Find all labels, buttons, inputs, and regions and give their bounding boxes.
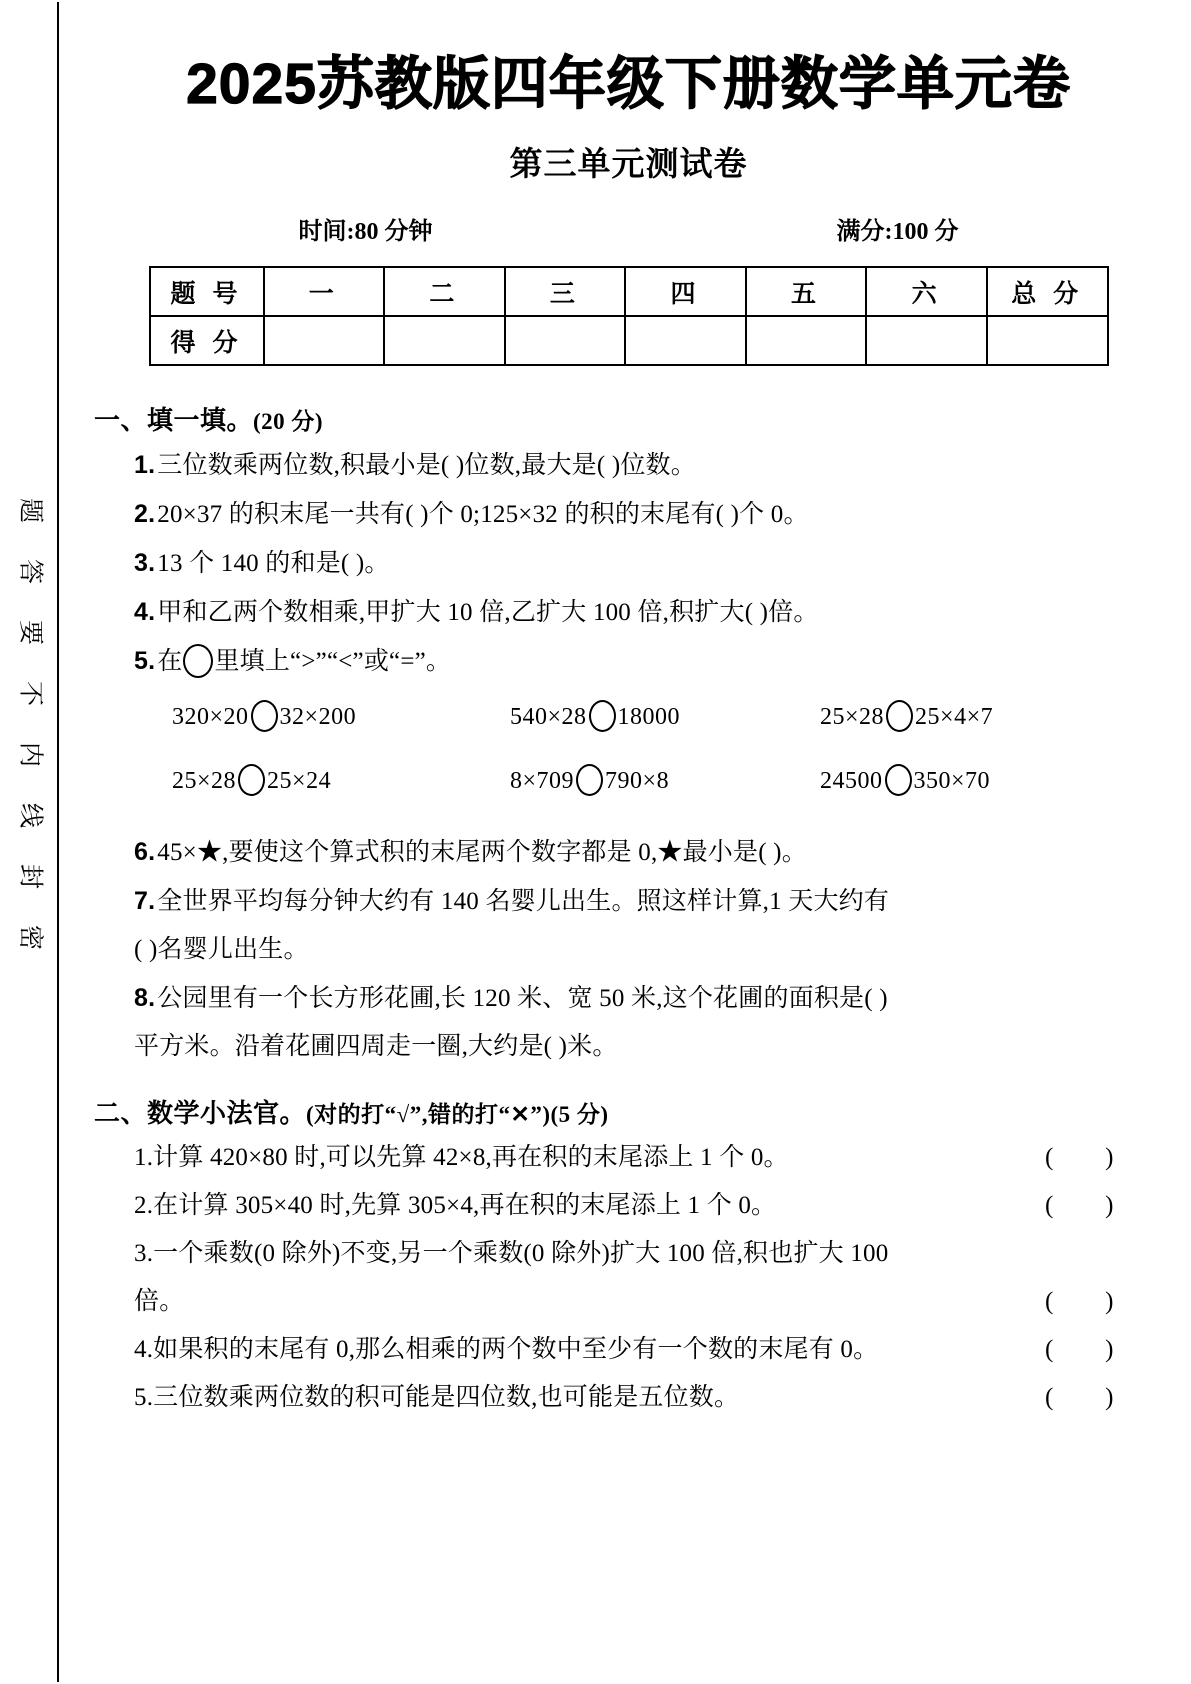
question-number: 5. (134, 1384, 154, 1411)
answer-blank[interactable]: ( ) (1045, 1192, 1114, 1219)
question-1-7 (134, 877, 1163, 974)
comparison-item (510, 764, 820, 796)
question-1-4 (134, 588, 1163, 637)
question-text-line2: ( )名婴儿出生。 (134, 936, 309, 963)
section-1-points: (20 分) (253, 409, 324, 434)
comparison-row-1 (172, 700, 1163, 732)
seal-char: 不 (16, 680, 44, 706)
comparison-left: 8×709 (510, 768, 575, 794)
question-body (134, 1326, 1045, 1374)
score-table (149, 266, 1109, 366)
answer-blank[interactable]: ( ) (1045, 1288, 1114, 1315)
circle-blank-icon[interactable] (589, 700, 616, 732)
score-table-cell: 四 (625, 267, 746, 316)
score-table-cell: 得 分 (150, 316, 264, 365)
answer-blank[interactable]: ( ) (1045, 1144, 1114, 1171)
section-2-points: (对的打“√”,错的打“✕”)(5 分) (306, 1102, 609, 1127)
question-number: 1. (134, 451, 156, 479)
question-number: 2. (134, 1192, 154, 1219)
question-1-3 (134, 539, 1163, 588)
question-number: 5. (134, 647, 156, 675)
comparison-exercises (172, 700, 1163, 796)
circle-blank-icon[interactable] (183, 644, 213, 678)
comparison-item (172, 764, 510, 796)
comparison-left: 24500 (820, 768, 883, 794)
question-text-after: 里填上“>”“<”或“=”。 (214, 648, 452, 675)
score-input-cell[interactable] (866, 316, 987, 365)
time-limit-label: 时间:80 分钟 (298, 219, 433, 245)
question-body (134, 1374, 1045, 1422)
question-number: 8. (134, 984, 156, 1012)
question-2-1 (134, 1134, 1163, 1182)
score-input-cell[interactable] (505, 316, 626, 365)
question-text: 13 个 140 的和是( )。 (157, 550, 390, 577)
question-body (134, 1134, 1045, 1182)
comparison-item (172, 700, 510, 732)
question-1-2 (134, 490, 1163, 539)
question-number: 4. (134, 598, 156, 626)
question-2-4 (134, 1326, 1163, 1374)
seal-char: 答 (16, 558, 44, 584)
comparison-right: 32×200 (279, 704, 357, 730)
circle-blank-icon[interactable] (238, 764, 265, 796)
table-row (150, 316, 1108, 365)
score-input-cell[interactable] (987, 316, 1108, 365)
circle-blank-icon[interactable] (885, 764, 912, 796)
comparison-right: 25×4×7 (915, 704, 994, 730)
comparison-right: 350×70 (913, 768, 991, 794)
answer-blank[interactable]: ( ) (1045, 1384, 1114, 1411)
question-1-5 (134, 637, 1163, 686)
question-text: 计算 420×80 时,可以先算 42×8,再在积的末尾添上 1 个 0。 (153, 1144, 789, 1171)
question-2-3 (134, 1230, 1163, 1326)
question-text: 如果积的末尾有 0,那么相乘的两个数中至少有一个数的末尾有 0。 (153, 1336, 879, 1363)
exam-page (66, 0, 1191, 1684)
comparison-left: 25×28 (820, 704, 885, 730)
score-table-cell: 二 (384, 267, 505, 316)
sealed-line-text (6, 480, 54, 968)
section-1-title: 一、填一填。 (94, 405, 254, 435)
seal-char: 要 (16, 619, 44, 645)
comparison-right: 18000 (617, 704, 681, 730)
question-text-line2: 平方米。沿着花圃四周走一圈,大约是( )米。 (134, 1033, 618, 1060)
comparison-left: 25×28 (172, 768, 237, 794)
question-text: 45×★,要使这个算式积的末尾两个数字都是 0,★最小是( )。 (157, 839, 807, 866)
question-text: 在计算 305×40 时,先算 305×4,再在积的末尾添上 1 个 0。 (153, 1192, 777, 1219)
table-row (150, 267, 1108, 316)
answer-blank[interactable]: ( ) (1045, 1336, 1114, 1363)
question-body (134, 1182, 1045, 1230)
question-2-2 (134, 1182, 1163, 1230)
comparison-item (820, 700, 993, 732)
sealed-line-divider (57, 2, 59, 1682)
question-line2-row (134, 1278, 1163, 1326)
score-input-cell[interactable] (264, 316, 385, 365)
score-table-cell: 题 号 (150, 267, 264, 316)
comparison-item (510, 700, 820, 732)
score-input-cell[interactable] (746, 316, 867, 365)
question-text: 一个乘数(0 除外)不变,另一个乘数(0 除外)扩大 100 倍,积也扩大 100 (153, 1240, 889, 1267)
question-number: 7. (134, 887, 156, 915)
seal-char: 密 (16, 924, 44, 950)
question-2-5 (134, 1374, 1163, 1422)
exam-meta (299, 211, 959, 246)
question-text: 20×37 的积末尾一共有( )个 0;125×32 的积的末尾有( )个 0。 (157, 501, 809, 528)
seal-char: 内 (16, 741, 44, 767)
question-text: 公园里有一个长方形花圃,长 120 米、宽 50 米,这个花圃的面积是( ) (157, 985, 888, 1012)
page-subtitle: 第三单元测试卷 (509, 145, 748, 182)
circle-blank-icon[interactable] (576, 764, 603, 796)
comparison-item (820, 764, 990, 796)
circle-blank-icon[interactable] (886, 700, 913, 732)
exam-content (66, 400, 1191, 1422)
question-number: 1. (134, 1144, 154, 1171)
question-number: 3. (134, 549, 156, 577)
question-number: 4. (134, 1336, 154, 1363)
total-score-label: 满分:100 分 (836, 219, 959, 245)
score-table-cell: 总 分 (987, 267, 1108, 316)
score-input-cell[interactable] (625, 316, 746, 365)
comparison-row-2 (172, 764, 1163, 796)
question-text-line2: 倍。 (134, 1288, 185, 1315)
section-heading-1 (94, 400, 1163, 437)
question-number: 6. (134, 838, 156, 866)
score-input-cell[interactable] (384, 316, 505, 365)
section-heading-2 (94, 1093, 1163, 1130)
question-text-before: 在 (157, 648, 183, 675)
score-table-cell: 六 (866, 267, 987, 316)
score-table-cell: 三 (505, 267, 626, 316)
question-1-1 (134, 441, 1163, 490)
seal-char: 线 (16, 802, 44, 828)
question-text: 三位数乘两位数的积可能是四位数,也可能是五位数。 (153, 1384, 740, 1411)
sealed-line-sidebar (0, 0, 66, 1684)
question-1-8 (134, 974, 1163, 1071)
question-number: 2. (134, 500, 156, 528)
question-body (134, 1230, 1163, 1278)
score-table-cell: 五 (746, 267, 867, 316)
page-title: 2025苏教版四年级下册数学单元卷 (186, 52, 1071, 116)
circle-blank-icon[interactable] (251, 700, 278, 732)
comparison-right: 25×24 (267, 768, 332, 794)
question-number: 3. (134, 1240, 154, 1267)
score-table-cell: 一 (264, 267, 385, 316)
seal-char: 题 (16, 497, 44, 523)
question-1-6 (134, 828, 1163, 877)
question-text: 三位数乘两位数,积最小是( )位数,最大是( )位数。 (157, 452, 696, 479)
section-2-title: 二、数学小法官。 (94, 1098, 307, 1128)
question-text: 全世界平均每分钟大约有 140 名婴儿出生。照这样计算,1 天大约有 (157, 888, 890, 915)
question-text: 甲和乙两个数相乘,甲扩大 10 倍,乙扩大 100 倍,积扩大( )倍。 (157, 599, 819, 626)
seal-char: 封 (16, 863, 44, 889)
comparison-right: 790×8 (605, 768, 670, 794)
comparison-left: 320×20 (172, 704, 249, 730)
comparison-left: 540×28 (510, 704, 587, 730)
